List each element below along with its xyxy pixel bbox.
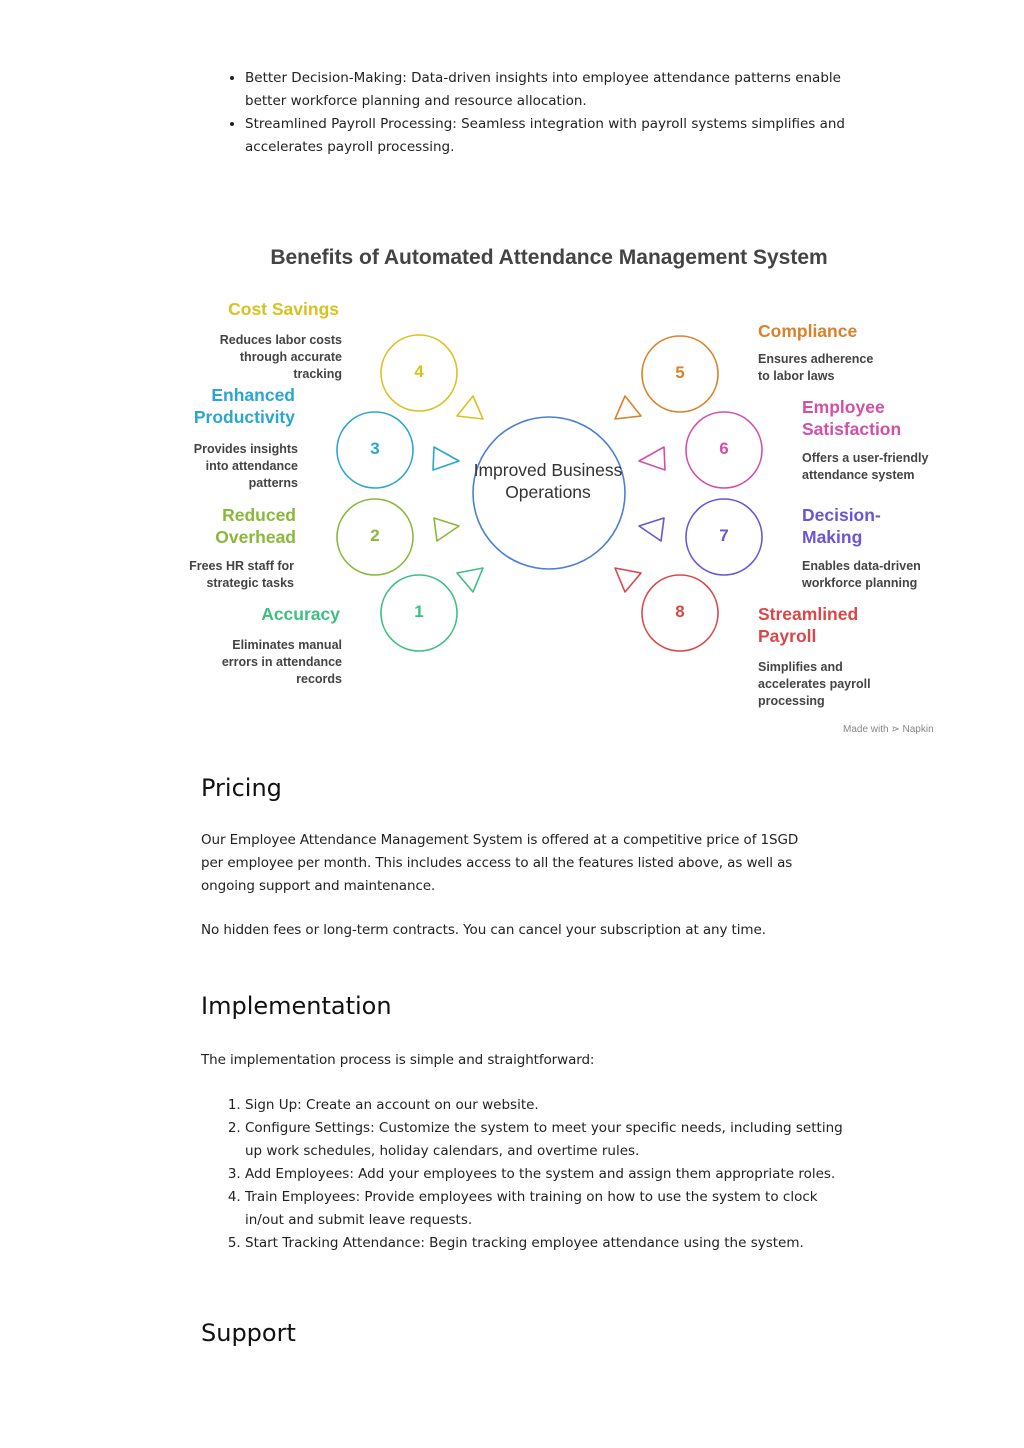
pricing-note: No hidden fees or long-term contracts. You can cancel your subscription at any time. — [201, 922, 766, 938]
step-number: 7 — [719, 526, 729, 545]
step-item: 5. Start Tracking Attendance: Begin tracking employee attendance using the system. — [245, 1232, 845, 1255]
napkin-credit: Made with ⋗ Napkin — [843, 724, 934, 735]
diagram-title: Benefits of Automated Attendance Management System — [270, 246, 828, 269]
step-item: 1. Sign Up: Create an account on our website. — [245, 1094, 845, 1117]
desc-decision-making: Enables data-driven workforce planning — [802, 559, 921, 590]
desc-cost-savings: Reduces labor costs through accurate tracking — [219, 333, 342, 381]
step-number: 4 — [414, 362, 424, 381]
label-cost-savings: Cost Savings — [228, 299, 339, 319]
bullet-item: • Better Decision-Making: Data-driven insights into employee attendance patterns enable better workforce planning and resource allocation. — [245, 67, 845, 113]
step-number: 2 — [370, 526, 380, 545]
step-item: 2. Configure Settings: Customize the system to meet your specific needs, including setting up work schedules, holiday calendars, and overtime rules. — [245, 1117, 845, 1163]
desc-reduced-overhead: Frees HR staff for strategic tasks — [189, 559, 294, 590]
desc-compliance: Ensures adherence to labor laws — [758, 352, 874, 383]
label-compliance: Compliance — [758, 321, 858, 341]
desc-streamlined-payroll: Simplifies and accelerates payroll processing — [758, 660, 871, 708]
step-number: 3 — [370, 439, 380, 458]
label-streamlined-payroll: Streamlined Payroll — [758, 604, 859, 646]
arrow-triangle-icon — [615, 568, 641, 592]
implementation-heading: Implementation — [201, 992, 392, 1020]
implementation-steps — [228, 1094, 845, 1255]
support-heading: Support — [201, 1319, 296, 1347]
arrow-triangle-icon — [433, 447, 459, 470]
arrow-triangle-icon — [457, 568, 483, 592]
desc-employee-satisfaction: Offers a user-friendly attendance system — [802, 451, 929, 482]
arrow-triangle-icon — [457, 396, 483, 419]
step-number: 8 — [675, 602, 685, 621]
step-item: 3. Add Employees: Add your employees to the system and assign them appropriate roles. — [245, 1163, 845, 1186]
label-accuracy: Accuracy — [261, 604, 340, 624]
pricing-heading: Pricing — [201, 774, 282, 802]
center-label: Improved Business Operations — [473, 460, 623, 502]
step-number: 1 — [414, 602, 424, 621]
arrow-triangle-icon — [639, 518, 664, 541]
step-number: 5 — [675, 363, 685, 382]
step-item: 4. Train Employees: Provide employees with training on how to use the system to clock in/out and submit leave requests. — [245, 1186, 845, 1232]
implementation-intro: The implementation process is simple and straightforward: — [201, 1052, 595, 1068]
label-decision-making: Decision-Making — [802, 505, 881, 547]
arrow-triangle-icon — [615, 396, 641, 419]
arrow-triangle-icon — [434, 518, 459, 541]
label-enhanced-productivity: Enhanced Productivity — [193, 385, 295, 427]
bullet-item: • Streamlined Payroll Processing: Seamless integration with payroll systems simplifies and accelerates payroll processing. — [245, 113, 845, 159]
arrow-triangle-icon — [639, 447, 665, 470]
step-number: 6 — [719, 439, 729, 458]
label-employee-satisfaction: Employee Satisfaction — [802, 397, 902, 439]
desc-accuracy: Eliminates manual errors in attendance records — [221, 638, 342, 686]
label-reduced-overhead: Reduced Overhead — [215, 505, 296, 547]
pricing-paragraph: Our Employee Attendance Management System is offered at a competitive price of 1SGD per employee per month. This includes access to all the features listed above, as well as ongoing support and maintenance. — [201, 832, 799, 894]
desc-enhanced-productivity: Provides insights into attendance patterns — [193, 442, 298, 490]
